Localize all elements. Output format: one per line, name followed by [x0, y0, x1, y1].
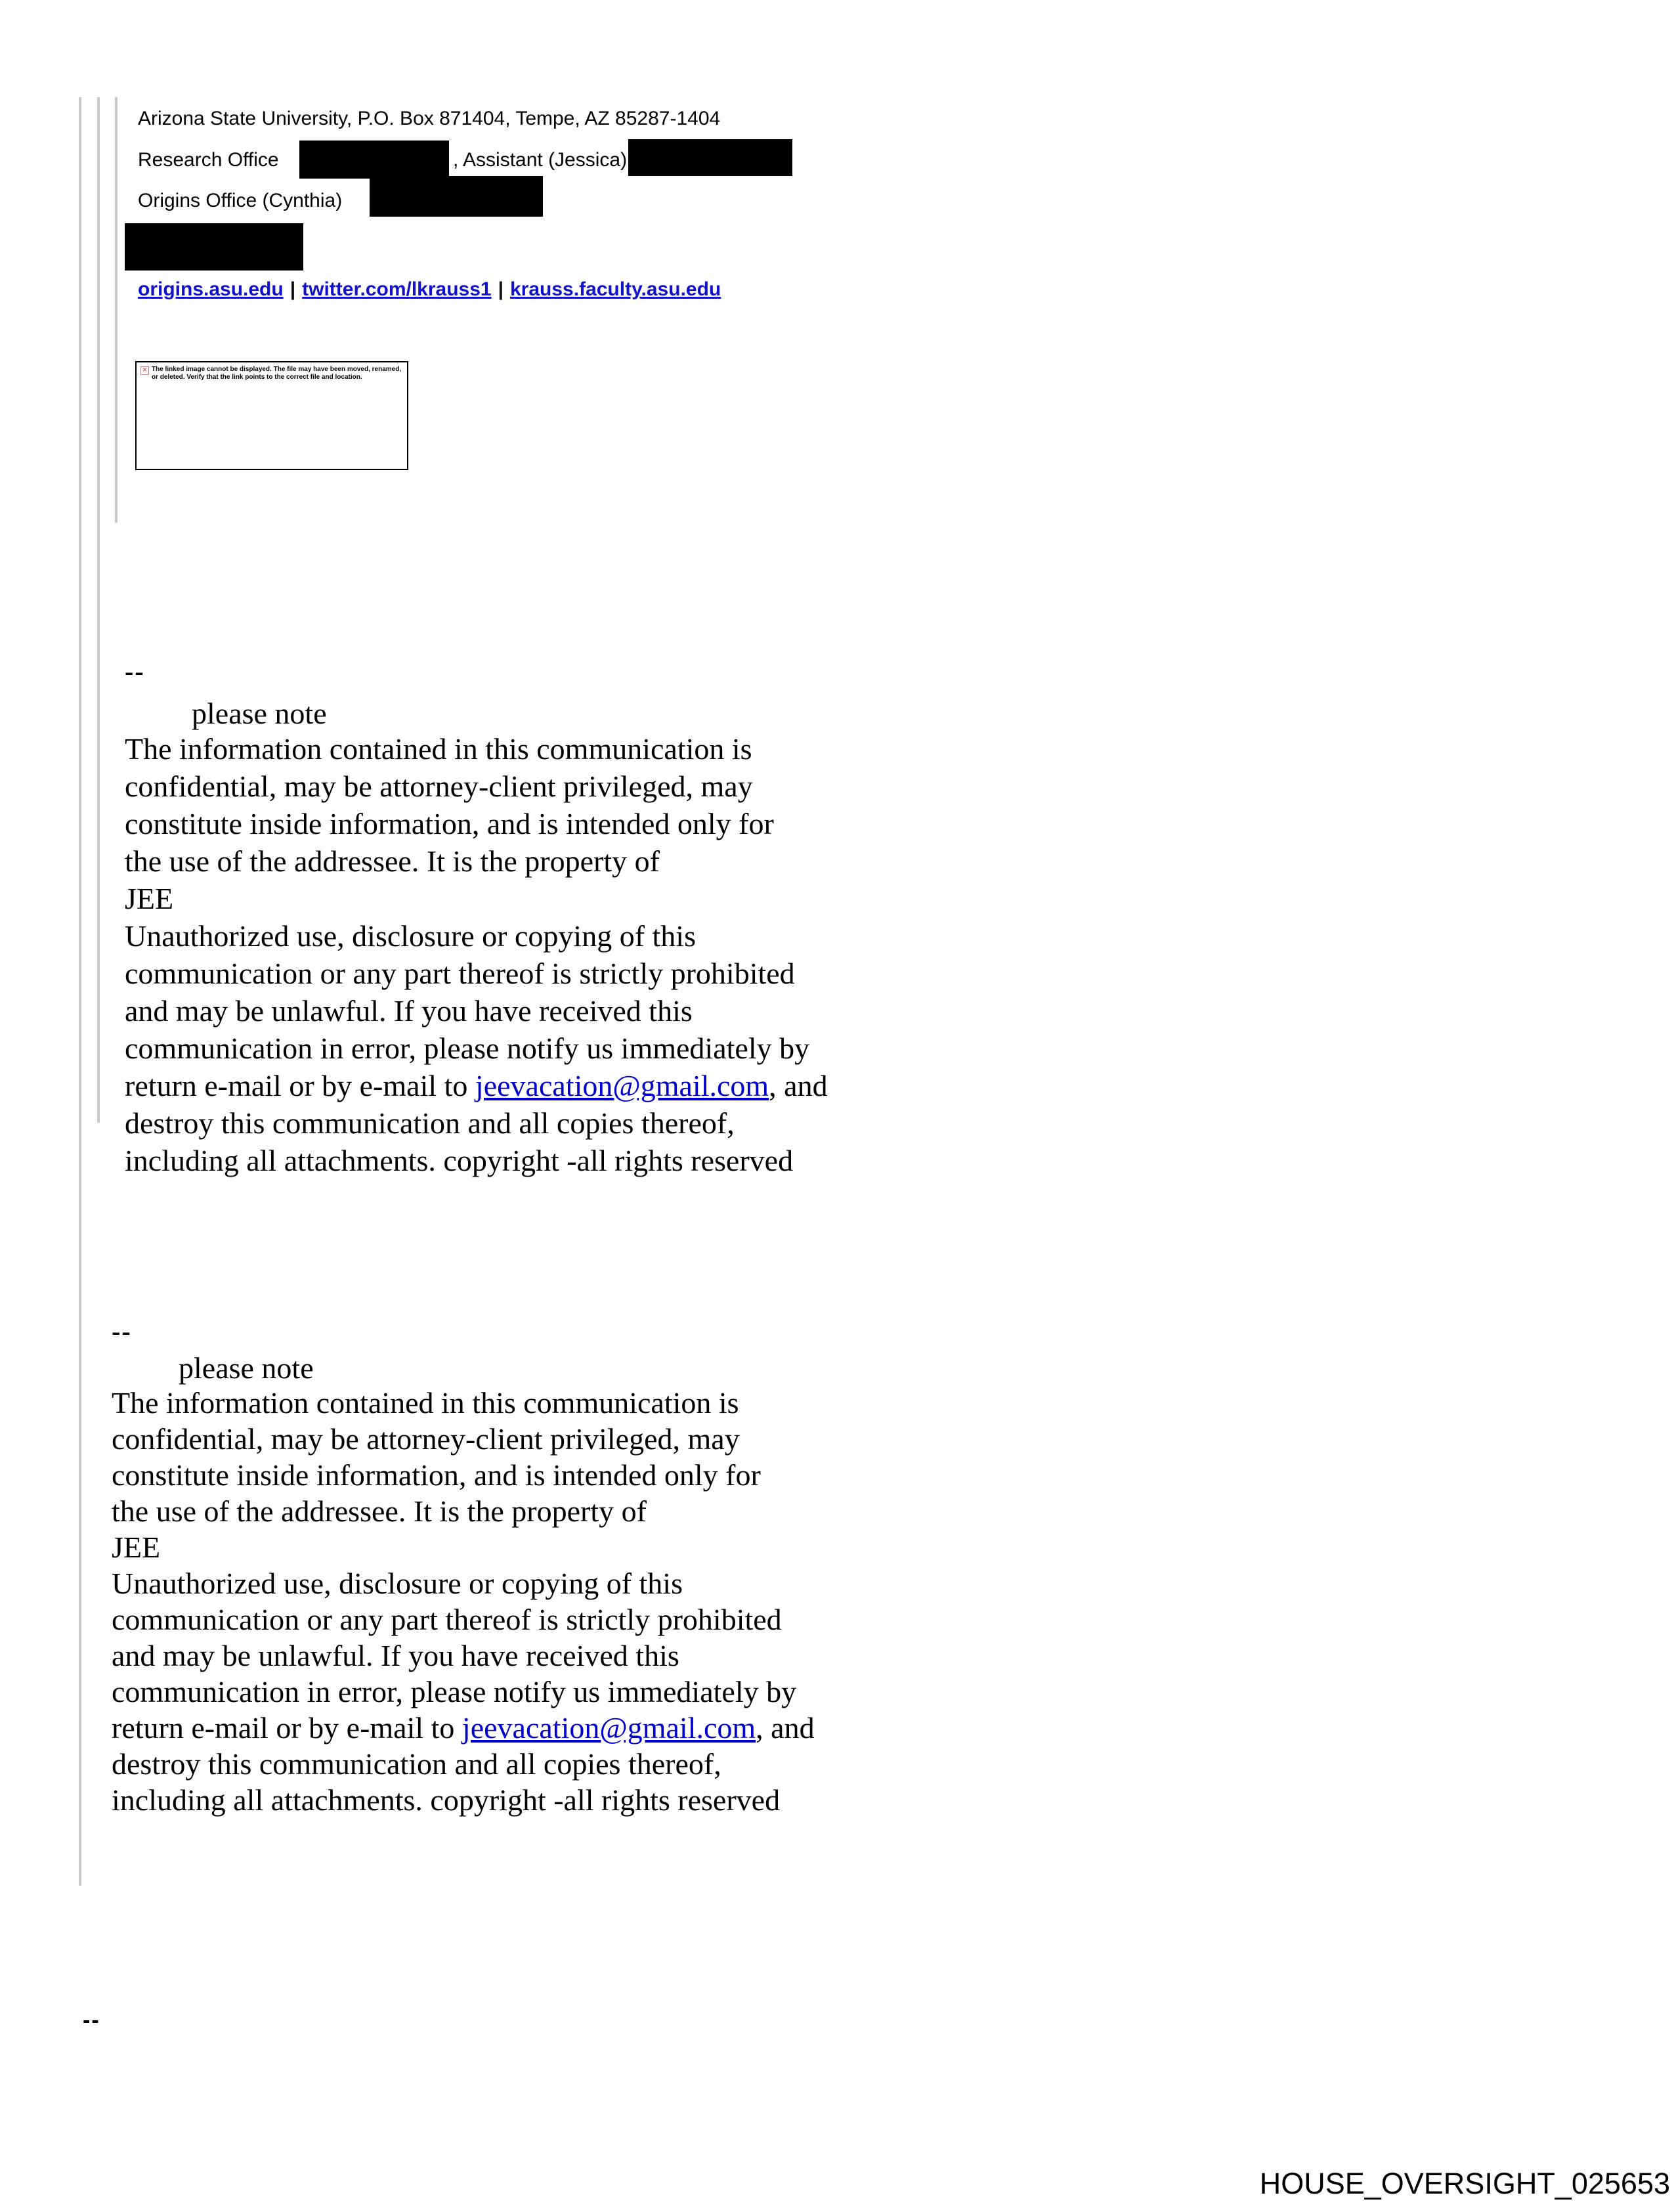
redaction-bar — [628, 139, 792, 176]
broken-image-placeholder — [135, 361, 408, 470]
disclaimer-line: including all attachments. copyright -all rights reserved — [125, 1144, 794, 1177]
email-line-suffix: , and — [769, 1069, 828, 1102]
jeevacation-email-link[interactable]: jeevacation@gmail.com — [475, 1069, 769, 1102]
redaction-block — [125, 223, 303, 271]
disclaimer-line: the use of the addressee. It is the property of — [112, 1494, 647, 1528]
origins-asu-link[interactable]: origins.asu.edu — [138, 278, 284, 300]
quote-level-3-line — [115, 97, 118, 523]
please-note-label: please note — [192, 697, 327, 730]
disclaimer-line: JEE — [112, 1530, 161, 1564]
quote-level-1-line — [79, 97, 81, 1886]
signature-delimiter: -- — [125, 657, 145, 686]
signature-origins-office-label: Origins Office (Cynthia) — [138, 190, 343, 211]
email-line-prefix: return e-mail or by e-mail to — [125, 1069, 475, 1102]
disclaimer-block-2 — [112, 1316, 815, 1818]
link-separator: | — [290, 278, 296, 300]
disclaimer-email-line — [125, 1067, 828, 1104]
broken-image-message: The linked image cannot be displayed. The file may have been moved, renamed, or deleted. Verify that the link points to the correct file and location. — [152, 366, 402, 381]
disclaimer-line: The information contained in this communication is — [112, 1386, 739, 1420]
redaction-bar — [299, 141, 449, 179]
disclaimer-line: the use of the addressee. It is the property of — [125, 844, 660, 878]
signature-delimiter: -- — [112, 1316, 132, 1346]
disclaimer-line: destroy this communication and all copies thereof, — [112, 1747, 721, 1781]
bates-number: HOUSE_OVERSIGHT_025653 — [1259, 2167, 1670, 2200]
disclaimer-line: constitute inside information, and is intended only for — [112, 1458, 761, 1492]
disclaimer-line: confidential, may be attorney-client privileged, may — [112, 1422, 740, 1456]
disclaimer-line: JEE — [125, 882, 174, 915]
disclaimer-line: Unauthorized use, disclosure or copying of this — [125, 919, 696, 953]
disclaimer-line: and may be unlawful. If you have received this — [125, 994, 693, 1028]
disclaimer-line: The information contained in this communication is — [125, 732, 752, 766]
disclaimer-block-1 — [125, 657, 828, 1179]
disclaimer-line: communication or any part thereof is strictly prohibited — [125, 957, 795, 990]
email-line-prefix: return e-mail or by e-mail to — [112, 1711, 462, 1745]
signature-links-row — [138, 278, 721, 301]
quote-level-2-line — [97, 97, 100, 1123]
disclaimer-line: including all attachments. copyright -all rights reserved — [112, 1783, 781, 1817]
broken-image-icon: ✕ — [140, 366, 149, 375]
disclaimer-line: confidential, may be attorney-client privileged, may — [125, 770, 753, 803]
disclaimer-text — [125, 730, 828, 1179]
disclaimer-line: communication or any part thereof is strictly prohibited — [112, 1603, 782, 1636]
disclaimer-line: communication in error, please notify us immediately by — [112, 1675, 797, 1708]
please-note-label: please note — [179, 1351, 314, 1385]
disclaimer-text — [112, 1385, 815, 1818]
signature-research-office-label: Research Office — [138, 149, 279, 171]
jeevacation-email-link[interactable]: jeevacation@gmail.com — [461, 1711, 756, 1745]
disclaimer-line: and may be unlawful. If you have received this — [112, 1639, 679, 1672]
twitter-link[interactable]: twitter.com/lkrauss1 — [302, 278, 492, 300]
disclaimer-line: constitute inside information, and is intended only for — [125, 807, 774, 840]
disclaimer-email-line — [112, 1710, 815, 1746]
faculty-page-link[interactable]: krauss.faculty.asu.edu — [510, 278, 721, 300]
email-line-suffix: , and — [756, 1711, 815, 1745]
disclaimer-line: communication in error, please notify us immediately by — [125, 1031, 810, 1065]
signature-delimiter: -- — [83, 2008, 100, 2033]
signature-assistant-label: , Assistant (Jessica) — [453, 149, 628, 171]
signature-address: Arizona State University, P.O. Box 871404, Tempe, AZ 85287-1404 — [138, 108, 721, 129]
disclaimer-line: destroy this communication and all copies thereof, — [125, 1106, 735, 1140]
link-separator: | — [498, 278, 504, 300]
disclaimer-line: Unauthorized use, disclosure or copying of this — [112, 1567, 683, 1600]
redaction-bar — [370, 176, 543, 217]
